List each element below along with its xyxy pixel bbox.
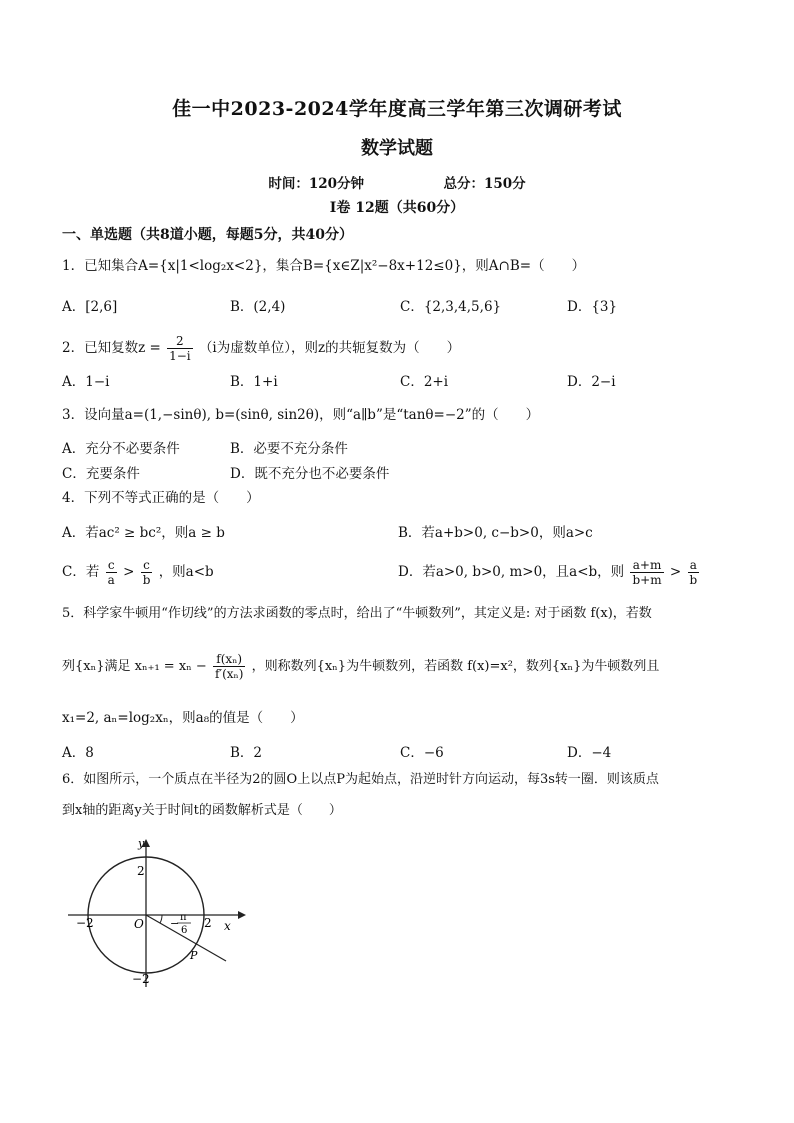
q2-frac-num: 2 <box>167 334 193 349</box>
angle-denominator: 6 <box>181 925 188 936</box>
q2-stem-before: 2．已知复数z = <box>62 340 161 356</box>
q4d-f2-num: a <box>688 558 700 573</box>
q4d-f2-den: b <box>689 573 698 587</box>
question-6-line-2: 到x轴的距离y关于时间t的函数解析式是（ ） <box>62 803 342 818</box>
q5-line2-post: ，则称数列{xₙ}为牛顿数列，若函数 f(x)=x²，数列{xₙ}为牛顿数列且 <box>251 659 660 674</box>
tick-left-neg2: −2 <box>76 916 94 930</box>
q3-option-c: C．充要条件 <box>62 466 140 482</box>
tick-right-2: 2 <box>204 916 212 930</box>
q5-option-a: A．8 <box>62 745 94 761</box>
q2-option-a: A．1−i <box>62 374 110 390</box>
score-label: 总分：150分 <box>443 176 526 192</box>
q4c-pre: C．若 <box>62 564 100 580</box>
subject-title: 数学试题 <box>361 138 433 159</box>
q2-frac-den: 1−i <box>169 349 191 363</box>
q4c-frac-1 <box>106 558 117 587</box>
q2-option-b: B．1+i <box>230 374 278 390</box>
x-axis-arrow <box>238 911 246 919</box>
q5-frac-den: f′(xₙ) <box>214 667 244 681</box>
q1-option-d: D．{3} <box>567 299 618 315</box>
q4c-post: ，则a<b <box>158 564 214 580</box>
q4-option-d <box>398 558 701 587</box>
x-axis-label: x <box>224 919 231 933</box>
point-p-label: P <box>190 949 198 962</box>
q4d-frac-2 <box>688 558 700 587</box>
q5-option-b: B．2 <box>230 745 263 761</box>
question-5-line-1: 5．科学家牛顿用“作切线”的方法求函数的零点时，给出了“牛顿数列”，其定义是: 对于函数 f(x)，若数 <box>62 606 652 621</box>
question-3-stem: 3．设向量a=(1,−sinθ), b=(sinθ, sin2θ)，则“a∥b”是“tanθ=−2”的（ ） <box>62 407 540 423</box>
q4c-f2-num: c <box>141 558 153 573</box>
origin-label: O <box>134 917 144 931</box>
q1-option-c: C．{2,3,4,5,6} <box>400 299 502 315</box>
q5-line2-pre: 列{xₙ}满足 xₙ₊₁ = xₙ − <box>62 659 207 674</box>
q4d-f1-num: a+m <box>630 558 663 573</box>
question-6-line-1: 6．如图所示，一个质点在半径为2的圆O上以点P为起始点，沿逆时针方向运动，每3s转一圈．则该质点 <box>62 772 659 787</box>
time-label: 时间：120分钟 <box>268 176 365 192</box>
q4-option-a: A．若ac² ≥ bc²，则a ≥ b <box>62 525 225 541</box>
q5-fraction <box>213 652 246 681</box>
q4c-f1-num: c <box>106 558 117 573</box>
q4d-mid: > <box>669 564 682 580</box>
q5-option-d: D．−4 <box>567 745 612 761</box>
question-2-stem <box>62 334 460 363</box>
question-4-stem: 4．下列不等式正确的是（ ） <box>62 490 260 506</box>
y-axis-label: y <box>138 837 145 850</box>
q4c-f1-den: a <box>107 573 115 587</box>
tick-bottom-neg2: −2 <box>132 972 150 986</box>
angle-arc <box>160 915 162 923</box>
question-1-stem: 1．已知集合A={x|1<log₂x<2}，集合B={x∈Z|x²−8x+12≤0}，则A∩B=（ ） <box>62 258 586 274</box>
q2-option-d: D．2−i <box>567 374 616 390</box>
exam-meta <box>0 172 794 192</box>
angle-sign: − <box>170 917 180 930</box>
exam-title: 佳一中2023-2024学年度高三学年第三次调研考试 <box>172 98 622 120</box>
q4-option-b: B．若a+b>0, c−b>0，则a>c <box>398 525 593 541</box>
q3-option-a: A．充分不必要条件 <box>62 441 180 457</box>
tick-top-2: 2 <box>137 864 145 878</box>
q2-option-c: C．2+i <box>400 374 449 390</box>
q3-option-b: B．必要不充分条件 <box>230 441 348 457</box>
circle-figure <box>62 835 252 995</box>
q4c-mid: > <box>123 564 135 580</box>
question-5-line-3: x₁=2, aₙ=log₂xₙ，则a₈的值是（ ） <box>62 710 304 726</box>
q4c-f2-den: b <box>142 573 151 587</box>
section-heading: 一、单选题（共8道小题，每题5分，共40分） <box>62 227 353 243</box>
q2-stem-after: （i为虚数单位），则z的共轭复数为（ ） <box>198 340 461 356</box>
q4d-pre: D．若a>0, b>0, m>0，且a<b，则 <box>398 564 625 580</box>
q1-option-b: B．(2,4) <box>230 299 286 315</box>
q5-option-c: C．−6 <box>400 745 444 761</box>
question-5-line-2 <box>62 652 659 681</box>
angle-numerator: π <box>180 912 187 923</box>
q1-option-a: A．[2,6] <box>62 299 118 315</box>
q4d-f1-den: b+m <box>632 573 662 587</box>
q4d-frac-1 <box>630 558 663 587</box>
q4c-frac-2 <box>141 558 153 587</box>
q3-option-d: D．既不充分也不必要条件 <box>230 466 390 482</box>
q5-frac-num: f(xₙ) <box>213 652 246 667</box>
volume-label: Ⅰ卷 12题（共60分） <box>329 200 465 216</box>
q4-option-c <box>62 558 214 587</box>
q2-fraction <box>167 334 193 363</box>
